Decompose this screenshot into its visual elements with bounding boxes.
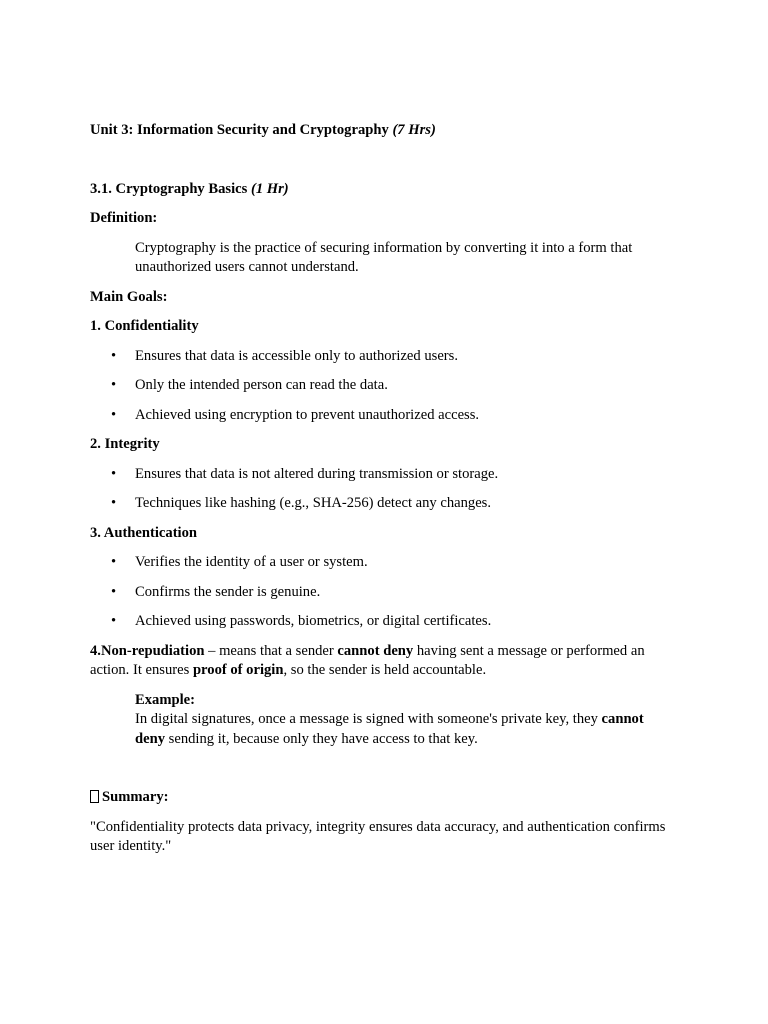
section-title [90,180,670,200]
bullet-icon: • [111,613,117,629]
section-hours: (1 Hr) [250,180,289,197]
example-text-2: sending it, because only they have access to that key. [165,730,478,747]
non-repudiation-paragraph [90,642,670,681]
goal-heading-text: 2. Integrity [90,436,160,452]
main-goals-label [90,288,670,308]
list-item-text: Confirms the sender is genuine. [135,583,321,600]
main-goals-label-text: Main Goals: [90,288,168,305]
example-text [135,710,670,749]
goal-heading-text: 1. Confidentiality [90,318,199,334]
example-label [135,691,670,711]
goal-heading-text: 3. Authentication [90,524,198,541]
unit-hours: (7 Hrs) [392,122,436,138]
goal-heading-integrity [90,435,670,455]
list-item [111,494,670,514]
unit-title [90,121,670,141]
goal-heading-authentication [90,524,670,544]
bullet-list-confidentiality [90,347,670,426]
bullet-icon: • [111,495,117,511]
list-item [111,376,670,396]
summary-quote: "Confidentiality protects data privacy, integrity ensures data accuracy, and authentication confirms user identity." [90,818,666,854]
list-item-text: Verifies the identity of a user or system. [135,554,368,570]
non-repudiation-text-1: – means that a sender [204,642,338,659]
list-item-text: Ensures that data is accessible only to authorized users. [135,347,458,364]
example-bold: cannot deny [135,711,644,747]
unit-title-text: Unit 3: Information Security and Cryptography [90,122,389,138]
list-item [111,553,670,573]
example-text-1: In digital signatures, once a message is signed with someone's private key, they [135,711,602,727]
document-page [90,121,670,857]
goal-heading-confidentiality [90,317,670,337]
bullet-icon: • [111,347,117,364]
list-item [111,406,670,426]
summary-label: Summary: [102,789,169,805]
list-item-text: Achieved using passwords, biometrics, or digital certificates. [135,613,492,629]
non-repudiation-text-2: having sent a message or performed an action. It ensures [90,642,645,678]
list-item [111,347,670,367]
missing-glyph-box-icon [90,790,99,803]
summary-heading [90,788,670,808]
example-block [90,691,670,750]
bullet-icon: • [111,583,117,600]
list-item-text: Ensures that data is not altered during transmission or storage. [135,465,499,482]
list-item-text: Achieved using encryption to prevent unauthorized access. [135,406,480,423]
bullet-icon: • [111,554,117,570]
bullet-icon: • [111,465,117,482]
bullet-icon: • [111,406,117,423]
list-item-text: Techniques like hashing (e.g., SHA-256) detect any changes. [135,495,492,511]
non-repudiation-bold-2: proof of origin [192,662,284,678]
bullet-icon: • [111,377,117,393]
section-title-text: 3.1. Cryptography Basics [90,180,248,197]
list-item [111,612,670,632]
example-label-text: Example: [135,691,195,708]
list-item-text: Only the intended person can read the data. [135,377,388,393]
non-repudiation-term: 4.Non-repudiation [90,642,205,659]
non-repudiation-text-3: , so the sender is held accountable. [283,662,487,678]
list-item [111,465,670,485]
definition-label-text: Definition: [90,210,158,226]
definition-text: Cryptography is the practice of securing information by converting it into a form that unauthorized users cannot understand. [135,239,633,275]
non-repudiation-bold-1: cannot deny [337,642,414,659]
bullet-list-integrity [90,465,670,514]
bullet-list-authentication [90,553,670,632]
definition-label [90,209,670,229]
list-item [111,583,670,603]
